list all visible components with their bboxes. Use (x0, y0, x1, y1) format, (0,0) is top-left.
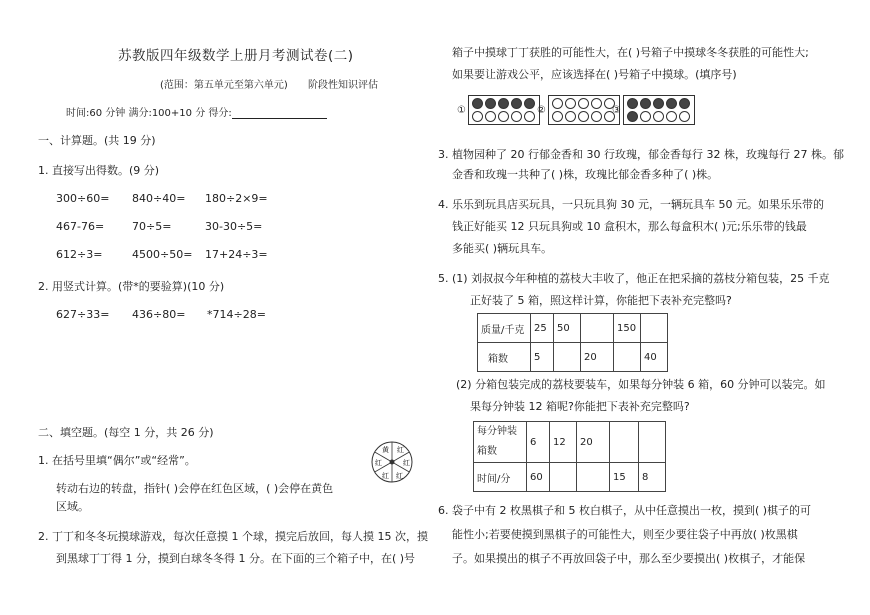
score-blank[interactable] (232, 107, 327, 119)
white-ball (472, 111, 483, 122)
question-4-line-1: 4. 乐乐到玩具店买玩具，一只玩具狗 30 元，一辆玩具车 50 元。如果乐乐带的 (438, 198, 824, 211)
black-ball (666, 98, 677, 109)
question-4-line-3: 多能买( )辆玩具车。 (452, 242, 553, 255)
question-6-line-2: 能性小;若要使摸到黑棋子的可能性大，则至少要往袋子中再放( )枚黑棋 (452, 528, 798, 541)
calc-item: 180÷2×9= (205, 192, 268, 205)
black-ball (653, 98, 664, 109)
spinner-label: 红 (375, 459, 382, 467)
calc-item: 840÷40= (132, 192, 186, 205)
table-cell: 15 (610, 463, 639, 492)
table-cell: 5 (531, 343, 554, 372)
white-ball (498, 111, 509, 122)
fill-question-2-line-3: 箱子中摸球丁丁获胜的可能性大，在( )号箱子中摸球冬冬获胜的可能性大; (452, 46, 809, 59)
table-row (478, 343, 668, 372)
white-ball (552, 98, 563, 109)
vertical-calc-item: 627÷33= (56, 308, 110, 321)
spinner-label: 红 (397, 446, 404, 454)
white-ball (524, 111, 535, 122)
spinner-label: 红 (382, 472, 389, 480)
white-ball (591, 98, 602, 109)
ball-box-1 (457, 95, 540, 125)
scope-note: (范围：第五单元至第六单元) (160, 80, 288, 91)
loading-time-table (473, 421, 666, 492)
white-ball (578, 98, 589, 109)
black-ball (472, 98, 483, 109)
fill-question-2-line-1: 2. 丁丁和冬冬玩摸球游戏，每次任意摸 1 个球，摸完后放回，每人摸 15 次，摸 (38, 530, 428, 543)
box-frame (468, 95, 540, 125)
ball-box-2 (537, 95, 620, 125)
white-ball (511, 111, 522, 122)
black-ball (627, 98, 638, 109)
table-row (478, 314, 668, 343)
calc-item: 17+24÷3= (205, 248, 268, 261)
white-ball (565, 98, 576, 109)
white-ball (552, 111, 563, 122)
vertical-calc-item: 436÷80= (132, 308, 186, 321)
spinner-label: 红 (396, 472, 403, 480)
white-ball (485, 111, 496, 122)
table-cell: 60 (527, 463, 550, 492)
table-header-cell: 箱数 (478, 343, 531, 372)
table-cell[interactable] (614, 343, 641, 372)
question-4-line-2: 钱正好能买 12 只玩具狗或 10 盒积木，那么每盒积木( )元;乐乐带的钱最 (452, 220, 807, 233)
assessment-label: 阶段性知识评估 (308, 80, 378, 91)
box-number: ② (537, 104, 546, 116)
litchi-weight-table (477, 313, 668, 372)
question-5-1-line-1: 5. (1) 刘叔叔今年种植的荔枝大丰收了，他正在把采摘的荔枝分箱包装，25 千克 (438, 272, 830, 285)
fill-question-1-line-3: 区域。 (56, 500, 89, 513)
exam-meta (66, 104, 327, 119)
calc-item: 4500÷50= (132, 248, 193, 261)
white-ball (578, 111, 589, 122)
table-cell: 6 (527, 422, 550, 463)
exam-meta-text: 时间:60 分钟 满分:100+10 分 得分: (66, 108, 232, 119)
white-ball (666, 111, 677, 122)
section-1-heading: 一、计算题。(共 19 分) (38, 134, 156, 147)
question-3-line-1: 3. 植物园种了 20 行郁金香和 30 行玫瑰，郁金香每行 32 株，玫瑰每行 27 株。郁 (438, 148, 844, 161)
black-ball (627, 111, 638, 122)
black-ball (524, 98, 535, 109)
calc-item: 300÷60= (56, 192, 110, 205)
question-1-prompt: 1. 直接写出得数。(9 分) (38, 164, 160, 177)
question-3-line-2: 金香和玫瑰一共种了( )株，玫瑰比郁金香多种了( )株。 (452, 168, 719, 181)
table-header-cell: 时间/分 (474, 463, 527, 492)
table-cell[interactable] (554, 343, 581, 372)
box-number: ③ (612, 104, 621, 116)
calc-item: 612÷3= (56, 248, 103, 261)
question-5-2-line-2: 果每分钟装 12 箱呢?你能把下表补充完整吗? (470, 400, 690, 413)
table-cell[interactable] (641, 314, 668, 343)
table-header-cell: 每分钟装 箱数 (474, 422, 527, 463)
spinner-label: 黄 (382, 446, 389, 454)
white-ball (591, 111, 602, 122)
black-ball (640, 98, 651, 109)
white-ball (565, 111, 576, 122)
calc-item: 30-30÷5= (205, 220, 263, 233)
fill-question-1-line-1: 1. 在括号里填“偶尔”或“经常”。 (38, 454, 196, 467)
fill-question-2-line-4: 如果要让游戏公平，应该选择在( )号箱子中摸球。(填序号) (452, 68, 737, 81)
table-cell[interactable] (550, 463, 577, 492)
calc-item: 467-76= (56, 220, 105, 233)
table-row (474, 422, 666, 463)
table-cell: 150 (614, 314, 641, 343)
table-cell: 50 (554, 314, 581, 343)
page-title: 苏教版四年级数学上册月考测试卷(二) (118, 48, 354, 64)
black-ball (485, 98, 496, 109)
table-cell[interactable] (610, 422, 639, 463)
ball-box-3 (612, 95, 695, 125)
table-cell[interactable] (639, 422, 666, 463)
question-2-prompt: 2. 用竖式计算。(带*的要验算)(10 分) (38, 280, 225, 293)
black-ball (498, 98, 509, 109)
table-cell: 12 (550, 422, 577, 463)
table-header-cell: 质量/千克 (478, 314, 531, 343)
question-5-2-line-1: (2) 分箱包装完成的荔枝要装车，如果每分钟装 6 箱，60 分钟可以装完。如 (456, 378, 826, 391)
box-number: ① (457, 104, 466, 116)
table-cell: 8 (639, 463, 666, 492)
black-ball (679, 98, 690, 109)
box-frame (548, 95, 620, 125)
table-cell[interactable] (581, 314, 614, 343)
fill-question-1-line-2: 转动右边的转盘，指针( )会停在红色区域，( )会停在黄色 (56, 482, 334, 495)
table-cell: 20 (581, 343, 614, 372)
calc-item: 70÷5= (132, 220, 172, 233)
spinner-wheel (370, 440, 414, 484)
vertical-calc-item: *714÷28= (207, 308, 266, 321)
question-5-1-line-2: 正好装了 5 箱，照这样计算，你能把下表补充完整吗? (470, 294, 732, 307)
question-6-line-3: 子。如果摸出的棋子不再放回袋子中，那么至少要摸出( )枚棋子，才能保 (452, 552, 806, 565)
fill-question-2-line-2: 到黑球丁丁得 1 分，摸到白球冬冬得 1 分。在下面的三个箱子中，在( )号 (56, 552, 416, 565)
question-6-line-1: 6. 袋子中有 2 枚黑棋子和 5 枚白棋子，从中任意摸出一枚，摸到( )棋子的可 (438, 504, 812, 517)
spinner-pointer (390, 460, 395, 465)
black-ball (511, 98, 522, 109)
table-row (474, 463, 666, 492)
table-cell: 20 (577, 422, 610, 463)
box-frame (623, 95, 695, 125)
white-ball (653, 111, 664, 122)
section-2-heading: 二、填空题。(每空 1 分，共 26 分) (38, 426, 214, 439)
white-ball (640, 111, 651, 122)
white-ball (679, 111, 690, 122)
spinner-label: 红 (403, 459, 410, 467)
table-cell[interactable] (577, 463, 610, 492)
table-cell: 40 (641, 343, 668, 372)
table-cell: 25 (531, 314, 554, 343)
